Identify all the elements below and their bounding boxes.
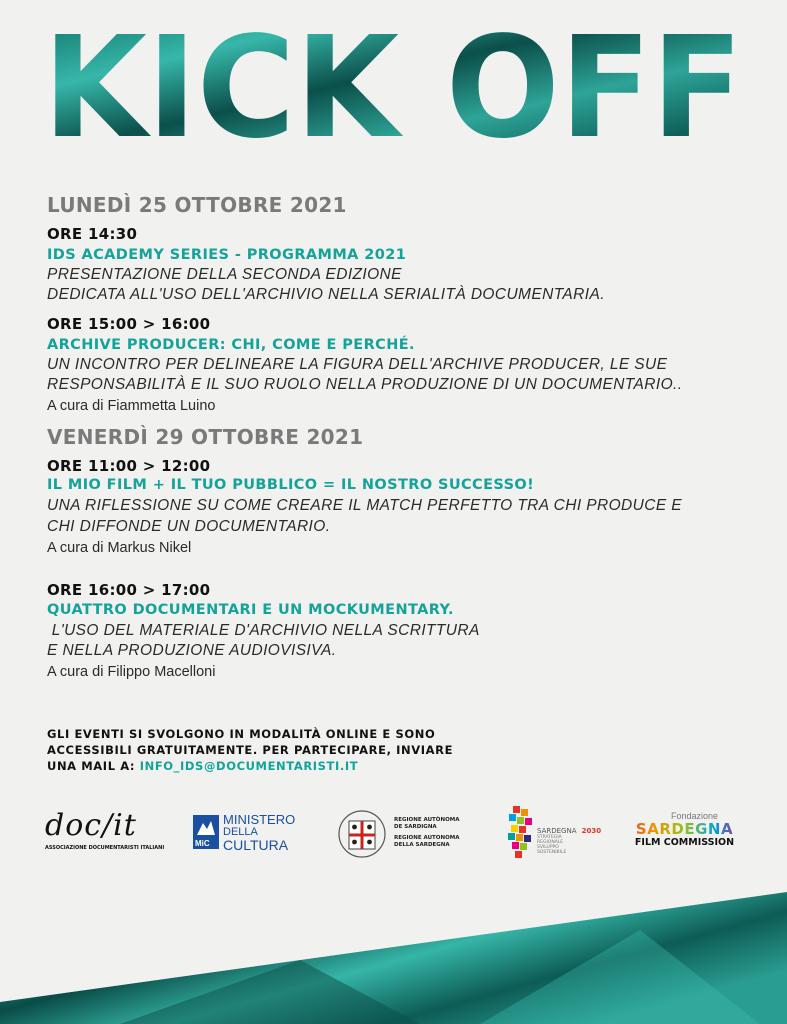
regione-sardegna-logo — [338, 808, 473, 863]
title-text: KICK OFF — [43, 18, 743, 150]
sardegna-2030-sub: STRATEGIA — [537, 835, 562, 840]
fc-sub: FILM COMMISSION — [634, 837, 735, 848]
sardegna-mosaic-icon — [505, 806, 535, 860]
fc-pre: Fondazione — [670, 811, 719, 821]
fc-name: SARDEGNA — [622, 821, 747, 837]
event-desc-line: PRESENTAZIONE DELLA SECONDA EDIZIONE — [47, 266, 402, 283]
event-desc-line: L'USO DEL MATERIALE D'ARCHIVIO NELLA SCRITTURA — [47, 622, 480, 639]
mic-label: MiC — [195, 839, 210, 848]
regione-line: REGIONE AUTONOMA — [394, 835, 460, 841]
event-desc-line: UN INCONTRO PER DELINEARE LA FIGURA DELL'ARCHIVE PRODUCER, LE SUE — [47, 356, 668, 373]
contact-email-link[interactable]: INFO_IDS@DOCUMENTARISTI.IT — [139, 759, 359, 773]
ministero-line: DELLA — [223, 826, 258, 838]
event-time: ORE 16:00 > 17:00 — [47, 581, 211, 599]
event-time: ORE 11:00 > 12:00 — [47, 457, 211, 475]
ministero-line: MINISTERO — [223, 812, 296, 827]
day-label: LUNEDÌ 25 OTTOBRE 2021 — [47, 193, 347, 217]
event-desc-line: DEDICATA ALL'USO DELL'ARCHIVIO NELLA SERIALITÀ DOCUMENTARIA. — [47, 286, 605, 303]
sardegna-2030-sub: REGIONALE — [537, 840, 564, 845]
day-label: VENERDÌ 29 OTTOBRE 2021 — [47, 425, 364, 449]
event-title: ARCHIVE PRODUCER: CHI, COME E PERCHÉ. — [47, 337, 415, 353]
event-curator: A cura di Markus Nikel — [47, 540, 192, 556]
footer-line: ACCESSIBILI GRATUITAMENTE. PER PARTECIPARE, INVIARE — [47, 743, 454, 757]
sardegna-2030-sub: SVILUPPO — [537, 845, 559, 850]
regione-line: REGIONE AUTÒNOMA — [394, 817, 460, 823]
ministero-line: CULTURA — [223, 837, 289, 853]
mic-badge — [193, 815, 219, 849]
docit-logo — [45, 808, 165, 860]
event-desc-line: UNA RIFLESSIONE SU COME CREARE IL MATCH PERFETTO TRA CHI PRODUCE E — [47, 497, 683, 514]
event-time: ORE 15:00 > 16:00 — [47, 315, 211, 333]
footer-line-prefix: UNA MAIL A: — [47, 759, 140, 773]
event-title: QUATTRO DOCUMENTARI E UN MOCKUMENTARY. — [47, 602, 454, 618]
sardegna-2030-year: 2030 — [581, 827, 602, 835]
sardegna-2030-sub: SOSTENIBILE — [537, 850, 567, 855]
regione-line: DE SARDIGNA — [394, 824, 437, 830]
decorative-teal-band — [0, 890, 787, 1024]
event-desc-line: CHI DIFFONDE UN DOCUMENTARIO. — [47, 518, 331, 535]
regione-line: DELLA SARDEGNA — [394, 842, 450, 848]
sardegna-2030-name: SARDEGNA — [537, 827, 577, 835]
footer-line — [47, 759, 358, 773]
event-title: IL MIO FILM + IL TUO PUBBLICO = IL NOSTRO SUCCESSO! — [47, 477, 535, 493]
docit-caption: ASSOCIAZIONE DOCUMENTARISTI ITALIANI — [45, 845, 165, 851]
ministero-cultura-logo — [193, 813, 308, 858]
footer-line: GLI EVENTI SI SVOLGONO IN MODALITÀ ONLINE E SONO — [47, 727, 436, 741]
event-desc-line: E NELLA PRODUZIONE AUDIOVISIVA. — [47, 642, 337, 659]
sardegna-film-commission-logo — [622, 811, 747, 856]
sardegna-2030-logo — [505, 806, 602, 862]
docit-mark: doc/it — [45, 808, 137, 843]
mic-figure-icon — [193, 817, 219, 837]
event-curator: A cura di Filippo Macelloni — [47, 664, 216, 680]
event-curator: A cura di Fiammetta Luino — [47, 398, 216, 414]
kick-off-title — [0, 18, 787, 150]
event-desc-line: RESPONSABILITÀ E IL SUO RUOLO NELLA PRODUZIONE DI UN DOCUMENTARIO.. — [47, 376, 683, 393]
event-time: ORE 14:30 — [47, 225, 138, 243]
regione-crest-icon — [338, 808, 386, 860]
event-title: IDS ACADEMY SERIES - PROGRAMMA 2021 — [47, 247, 407, 263]
